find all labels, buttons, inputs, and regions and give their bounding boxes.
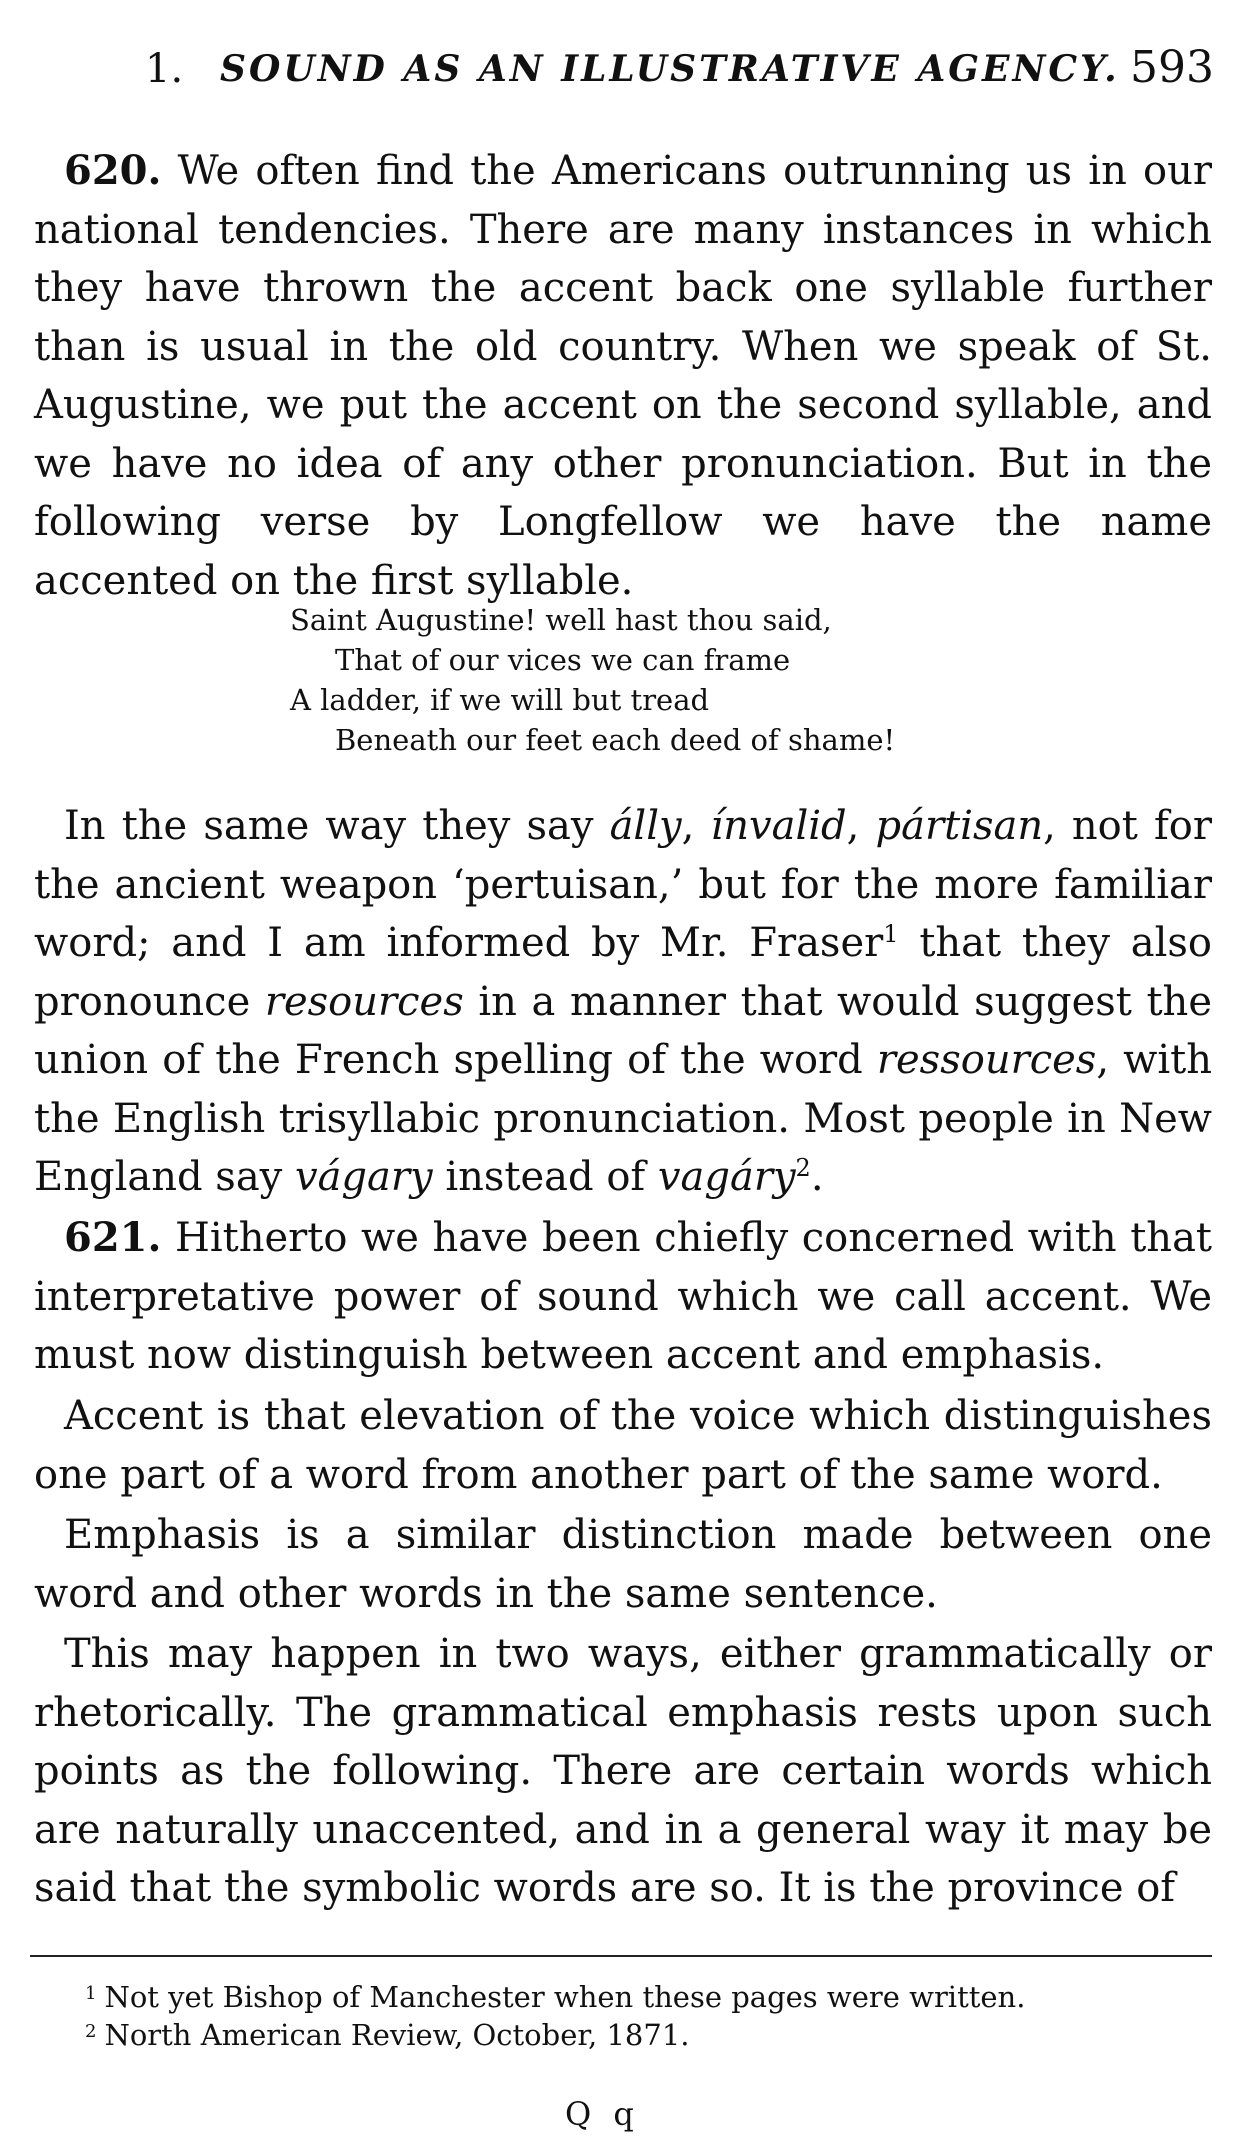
- verse-line: Saint Augustine! well hast thou said,: [290, 603, 832, 637]
- italic-word: vágary: [294, 1154, 433, 1200]
- paragraph-620: [34, 142, 1212, 610]
- italic-word: pártisan: [875, 803, 1044, 849]
- footnote-ref: 2: [795, 1154, 811, 1182]
- verse-quotation: [290, 600, 895, 760]
- verse-line: Beneath our feet each deed of shame!: [335, 723, 896, 757]
- footnote-text: North American Review, October, 1871.: [104, 2018, 690, 2052]
- text-run: .: [810, 1154, 824, 1200]
- verse-line: A ladder, if we will but tread: [290, 683, 710, 717]
- italic-word: ressources: [876, 1037, 1097, 1083]
- footnote-ref: 1: [883, 920, 899, 948]
- running-header: [145, 42, 1214, 102]
- footnote-rule: [30, 1955, 1212, 1957]
- paragraph-grammatical-emphasis: This may happen in two ways, either grammatically or rhetorically. The grammatical emphasis rests upon such points as the following. There are certain words which are naturally unaccented, and in a general way it may be said that the symbolic words are so. It is the province of: [34, 1631, 1212, 1911]
- paragraph-accent-definition: Accent is that elevation of the voice which distinguishes one part of a word from another part of the same word.: [34, 1393, 1212, 1498]
- text-run: ,: [681, 803, 711, 849]
- paragraph-emphasis-definition: Emphasis is a similar distinction made between one word and other words in the same sentence.: [34, 1512, 1212, 1617]
- italic-word: resources: [264, 978, 464, 1025]
- section-number: 1.: [145, 46, 184, 92]
- footnote-mark: 2: [85, 2021, 97, 2042]
- text-run: , not for the ancient weapon ‘pertuisan,’ but for the more familiar word; and I am informed by Mr. Fraser: [34, 803, 1212, 966]
- footnote-mark: 1: [85, 1983, 97, 2004]
- paragraph-number: 621.: [64, 1214, 162, 1261]
- paragraph-621: [34, 1209, 1212, 1385]
- italic-word: ínvalid: [710, 803, 847, 849]
- paragraph-text: Hitherto we have been chiefly concerned with that interpretative power of sound which we call accent. We must now distinguish between accent and emphasis.: [34, 1215, 1212, 1378]
- footnote: [85, 1975, 1025, 2016]
- footnote-text: Not yet Bishop of Manchester when these pages were written.: [104, 1980, 1026, 2014]
- text-run: in a manner that would suggest the union of the French spelling of the word: [34, 978, 1212, 1083]
- italic-word: álly: [609, 803, 682, 849]
- signature-mark: Q q: [565, 2095, 640, 2133]
- italic-word: vagáry: [657, 1154, 796, 1200]
- section-title: SOUND AS AN ILLUSTRATIVE AGENCY.: [220, 48, 1120, 90]
- text-run: that they also pronounce: [34, 920, 1213, 1025]
- text-run: ,: [846, 803, 876, 849]
- text-run: , with the English trisyllabic pronunciation. Most people in New England say: [34, 1037, 1213, 1200]
- verse-line: That of our vices we can frame: [335, 643, 791, 677]
- page-number: 593: [1130, 42, 1214, 93]
- paragraph-text: We often find the Americans outrunning us in our national tendencies. There are many instances in which they have thrown the accent back one syllable further than is usual in the old country. When we speak of St. Augustine, we put the accent on the second syllable, and we have no idea of any other pronunciation. But in the following verse by Longfellow we have the name accented on the first syllable.: [34, 148, 1212, 604]
- footnote: [85, 2013, 690, 2054]
- text-run: In the same way they say: [64, 803, 610, 849]
- paragraph-number: 620.: [64, 147, 162, 194]
- text-run: instead of: [432, 1154, 658, 1200]
- paragraph-american-accents: [34, 797, 1212, 1207]
